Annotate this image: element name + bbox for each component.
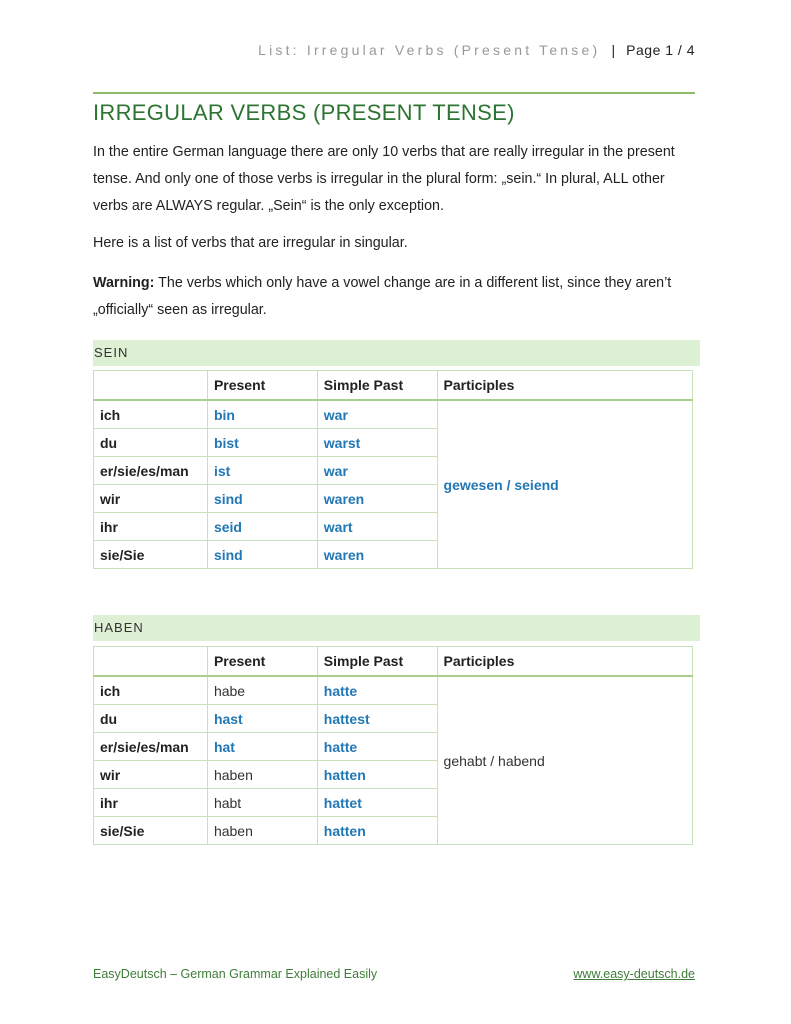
header-cell-present: Present <box>207 371 317 401</box>
present-cell: sind <box>207 485 317 513</box>
warning-text: The verbs which only have a vowel change are in a different list, since they aren’t „officially“ seen as irregular. <box>93 275 672 318</box>
pronoun-cell: ihr <box>94 513 208 541</box>
past-cell: waren <box>317 541 437 569</box>
pronoun-cell: wir <box>94 761 208 789</box>
table-header-row <box>94 371 693 401</box>
page-title: IRREGULAR VERBS (PRESENT TENSE) <box>93 100 515 125</box>
title-block <box>93 92 695 126</box>
table-row <box>94 676 693 705</box>
header-page-number: Page 1 / 4 <box>626 42 695 58</box>
past-cell: hattet <box>317 789 437 817</box>
table-header-row <box>94 647 693 677</box>
header-cell-participles: Participles <box>437 647 692 677</box>
section-heading-sein: SEIN <box>93 340 700 366</box>
present-cell: hat <box>207 733 317 761</box>
pronoun-cell: er/sie/es/man <box>94 457 208 485</box>
header-cell-simple-past: Simple Past <box>317 371 437 401</box>
header-cell-present: Present <box>207 647 317 677</box>
present-cell: habe <box>207 676 317 705</box>
present-cell: haben <box>207 761 317 789</box>
past-cell: warst <box>317 429 437 457</box>
header-cell-simple-past: Simple Past <box>317 647 437 677</box>
participles-cell: gewesen / seiend <box>437 400 692 569</box>
participles-cell: gehabt / habend <box>437 676 692 845</box>
conjugation-table-sein <box>93 370 693 569</box>
present-cell: sind <box>207 541 317 569</box>
pronoun-cell: sie/Sie <box>94 817 208 845</box>
pronoun-cell: du <box>94 429 208 457</box>
pronoun-cell: sie/Sie <box>94 541 208 569</box>
present-cell: habt <box>207 789 317 817</box>
header-cell-pronoun <box>94 371 208 401</box>
conjugation-table-haben <box>93 646 693 845</box>
pronoun-cell: ihr <box>94 789 208 817</box>
header-separator: | <box>611 42 616 58</box>
past-cell: waren <box>317 485 437 513</box>
past-cell: hatte <box>317 676 437 705</box>
intro-paragraph: In the entire German language there are only 10 verbs that are really irregular in the present tense. And only one of those verbs is irregular in the plural form: „sein.“ In plural, ALL other verbs are ALWAYS regular. „Sein“ is the only exception. <box>93 144 675 214</box>
pronoun-cell: wir <box>94 485 208 513</box>
footer-brand: EasyDeutsch – German Grammar Explained Easily <box>93 967 378 981</box>
present-cell: haben <box>207 817 317 845</box>
header-cell-pronoun <box>94 647 208 677</box>
past-cell: hatten <box>317 761 437 789</box>
section-heading-haben: HABEN <box>93 615 700 641</box>
present-cell: bist <box>207 429 317 457</box>
past-cell: war <box>317 400 437 429</box>
header-cell-participles: Participles <box>437 371 692 401</box>
warning-paragraph <box>93 270 695 324</box>
present-cell: hast <box>207 705 317 733</box>
past-cell: war <box>317 457 437 485</box>
pronoun-cell: ich <box>94 400 208 429</box>
past-cell: wart <box>317 513 437 541</box>
past-cell: hattest <box>317 705 437 733</box>
present-cell: seid <box>207 513 317 541</box>
page-header <box>258 42 695 58</box>
present-cell: bin <box>207 400 317 429</box>
header-doc-title: List: Irregular Verbs (Present Tense) <box>258 42 601 58</box>
footer-website-link[interactable]: www.easy-deutsch.de <box>573 967 695 981</box>
pronoun-cell: er/sie/es/man <box>94 733 208 761</box>
pronoun-cell: du <box>94 705 208 733</box>
past-cell: hatten <box>317 817 437 845</box>
intro-list-note: Here is a list of verbs that are irregular in singular. <box>93 235 408 251</box>
pronoun-cell: ich <box>94 676 208 705</box>
present-cell: ist <box>207 457 317 485</box>
table-row <box>94 400 693 429</box>
warning-label: Warning: <box>93 275 155 291</box>
past-cell: hatte <box>317 733 437 761</box>
